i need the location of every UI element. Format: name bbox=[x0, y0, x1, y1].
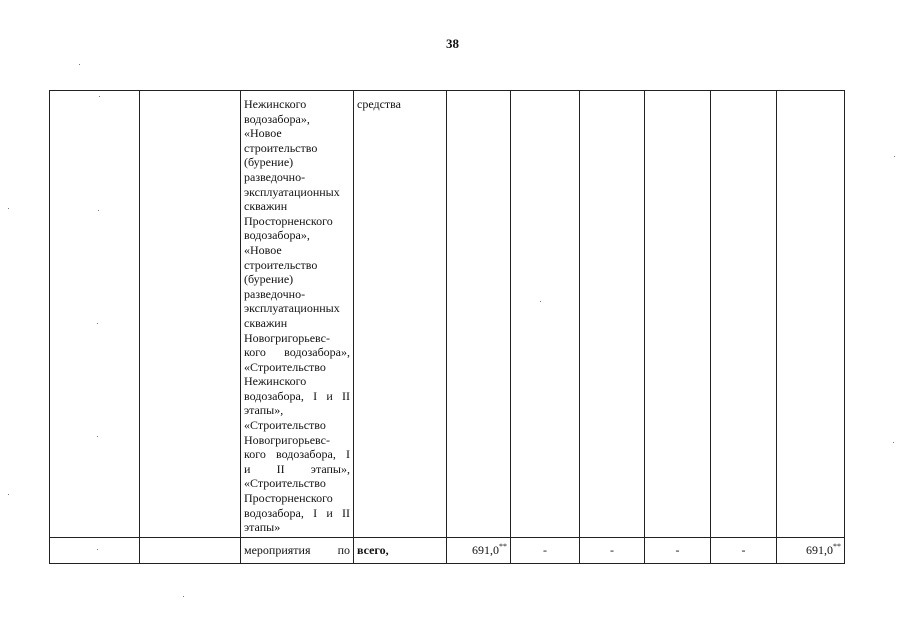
page-number: 38 bbox=[446, 36, 459, 51]
description-line: (бурение) bbox=[244, 272, 294, 287]
description-line: Просторненского bbox=[244, 491, 333, 506]
empty-value-cell: - bbox=[645, 537, 711, 563]
value-cell bbox=[711, 91, 777, 538]
value-cell bbox=[645, 91, 711, 538]
description-line: кого водозабора, I bbox=[244, 447, 350, 462]
description-cell bbox=[241, 91, 354, 538]
scan-speck bbox=[8, 208, 9, 209]
value-cell bbox=[580, 91, 645, 538]
program-name-cell bbox=[140, 91, 241, 538]
scan-speck bbox=[79, 64, 80, 65]
value-cell bbox=[447, 91, 511, 538]
description-line: разведочно- bbox=[244, 169, 306, 184]
empty-value-cell: - bbox=[580, 537, 645, 563]
description-line: скважин bbox=[244, 315, 288, 330]
value-cell bbox=[511, 91, 580, 538]
total-value: 691,0 bbox=[806, 543, 833, 558]
description-line: «Строительство bbox=[244, 476, 326, 491]
description-line: «Новое bbox=[244, 242, 282, 257]
measure-label-cell: мероприятия по bbox=[241, 537, 354, 563]
description-line: Просторненского bbox=[244, 213, 333, 228]
total-label-cell: всего, bbox=[354, 537, 447, 563]
description-line: и II этапы», bbox=[244, 461, 350, 476]
footnote-mark: ** bbox=[833, 542, 841, 552]
table-row bbox=[50, 91, 845, 538]
description-line: эксплуатационных bbox=[244, 184, 340, 199]
scan-speck bbox=[540, 301, 541, 302]
total-value-cell bbox=[447, 537, 511, 563]
description-line: скважин bbox=[244, 199, 288, 214]
description-line: «Строительство bbox=[244, 418, 326, 433]
description-line: Новогригорьевс- bbox=[244, 330, 330, 345]
description-line: этапы» bbox=[244, 520, 281, 535]
description-line: водозабора, I и II bbox=[244, 505, 350, 520]
scan-speck bbox=[98, 210, 99, 211]
footnote-mark: ** bbox=[499, 542, 507, 552]
budget-table bbox=[49, 90, 845, 564]
scan-speck bbox=[97, 549, 98, 550]
empty-value-cell: - bbox=[511, 537, 580, 563]
scan-speck bbox=[99, 96, 100, 97]
total-value: 691,0 bbox=[472, 543, 499, 558]
description-line: водозабора, I и II bbox=[244, 388, 350, 403]
scan-speck bbox=[97, 436, 98, 437]
row-number-cell bbox=[50, 537, 140, 563]
description-line: эксплуатационных bbox=[244, 301, 340, 316]
description-line: водозабора», bbox=[244, 228, 310, 243]
description-line: разведочно- bbox=[244, 286, 306, 301]
scan-speck bbox=[894, 156, 895, 157]
description-line: кого водозабора», bbox=[244, 345, 350, 360]
description-line: «Строительство bbox=[244, 359, 326, 374]
description-line: водозабора», bbox=[244, 111, 310, 126]
description-line: Новогригорьевс- bbox=[244, 432, 330, 447]
description-line: Нежинского bbox=[244, 374, 307, 389]
scan-speck bbox=[893, 442, 894, 443]
table-row bbox=[50, 537, 845, 563]
description-line: этапы», bbox=[244, 403, 284, 418]
value-cell bbox=[777, 91, 845, 538]
row-number-cell bbox=[50, 91, 140, 538]
scan-speck bbox=[183, 596, 184, 597]
scan-speck bbox=[8, 494, 9, 495]
total-value-cell bbox=[777, 537, 845, 563]
funding-source-cell: средства bbox=[354, 91, 447, 538]
description-line: (бурение) bbox=[244, 155, 294, 170]
empty-value-cell: - bbox=[711, 537, 777, 563]
description-line: «Новое bbox=[244, 126, 282, 141]
program-name-cell bbox=[140, 537, 241, 563]
scan-speck bbox=[97, 323, 98, 324]
description-line: Нежинского bbox=[244, 97, 307, 111]
description-line: строительство bbox=[244, 140, 318, 155]
description-line: строительство bbox=[244, 257, 318, 272]
